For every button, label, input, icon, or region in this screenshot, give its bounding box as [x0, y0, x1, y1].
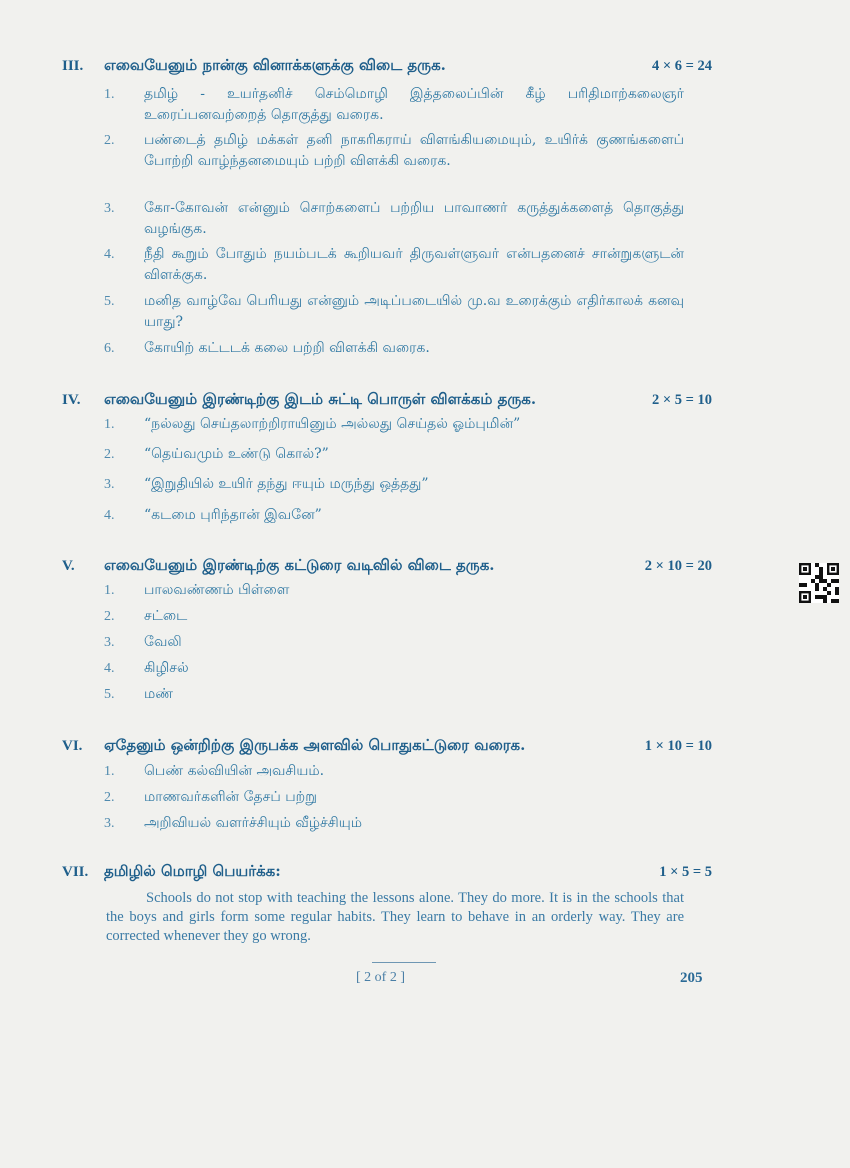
question-number: 1.: [104, 87, 115, 102]
question-text: சட்டை: [144, 608, 188, 624]
section-iii-header: [62, 56, 712, 76]
question-item: [104, 414, 684, 435]
question-item: [104, 632, 684, 653]
question-number: 2.: [104, 790, 115, 805]
question-item: [104, 505, 684, 526]
question-item: [104, 658, 684, 679]
question-text: “தெய்வமும் உண்டு கொல்?”: [144, 446, 329, 462]
question-text: வேலி: [144, 634, 182, 650]
question-number: 3.: [104, 201, 115, 216]
section-instruction: எவையேனும் நான்கு வினாக்களுக்கு விடை தருக.: [104, 56, 446, 74]
question-item: [104, 244, 684, 286]
question-item: [104, 761, 684, 782]
question-text: பண்டைத் தமிழ் மக்கள் தனி நாகரிகராய் விளங்கியமையும், உயிர்க் குணங்களைப் போற்றி வாழ்ந்தனமையும் பற்றி விளக்கி வரைக.: [144, 132, 684, 169]
question-text: அறிவியல் வளர்ச்சியும் வீழ்ச்சியும்: [144, 815, 363, 831]
section-number: IV.: [62, 392, 81, 408]
question-text: தமிழ் - உயர்தனிச் செம்மொழி இத்தலைப்பின் கீழ் பரிதிமாற்கலைஞர் உரைப்பனவற்றைத் தொகுத்து வரைக.: [144, 86, 684, 123]
section-instruction: எவையேனும் இரண்டிற்கு இடம் சுட்டி பொருள் விளக்கம் தருக.: [104, 390, 537, 408]
section-number: III.: [62, 58, 84, 74]
question-item: [104, 787, 684, 808]
question-number: 4.: [104, 661, 115, 676]
section-instruction: தமிழில் மொழி பெயர்க்க:: [104, 862, 281, 880]
question-number: 2.: [104, 447, 115, 462]
question-item: [104, 474, 684, 495]
question-text: பெண் கல்வியின் அவசியம்.: [144, 763, 325, 779]
section-marks: 2 × 10 = 20: [644, 558, 712, 574]
question-number: 4.: [104, 508, 115, 523]
question-item: [104, 84, 684, 126]
question-text: கிழிசல்: [144, 660, 189, 676]
question-number: 1.: [104, 583, 115, 598]
question-item: [104, 198, 684, 240]
section-v-header: [62, 556, 712, 576]
footer-divider: [372, 962, 436, 963]
question-number: 5.: [104, 294, 115, 309]
question-text: நீதி கூறும் போதும் நயம்படக் கூறியவர் திருவள்ளுவர் என்பதனைச் சான்றுகளுடன் விளக்குக.: [144, 246, 684, 283]
section-iv-header: [62, 390, 712, 410]
question-item: [104, 813, 684, 834]
section-vii-header: [62, 862, 712, 882]
section-marks: 4 × 6 = 24: [651, 58, 712, 74]
question-item: [104, 606, 684, 627]
question-item: [104, 291, 684, 333]
question-number: 6.: [104, 341, 115, 356]
question-item: [104, 684, 684, 705]
question-text: பாலவண்ணம் பிள்ளை: [144, 582, 290, 598]
question-number: 2.: [104, 133, 115, 148]
question-text: கோயிற் கட்டடக் கலை பற்றி விளக்கி வரைக.: [144, 340, 430, 356]
section-vi-header: [62, 736, 712, 756]
question-number: 3.: [104, 816, 115, 831]
question-number: 1.: [104, 764, 115, 779]
section-instruction: ஏதேனும் ஒன்றிற்கு இருபக்க அளவில் பொதுகட்டுரை வரைக.: [104, 736, 526, 754]
question-text: “நல்லது செய்தலாற்றிராயினும் அல்லது செய்தல் ஓம்புமின்”: [144, 416, 521, 432]
question-item: [104, 580, 684, 601]
section-marks: 2 × 5 = 10: [651, 392, 712, 408]
question-text: “இறுதியில் உயிர் தந்து ஈயும் மருந்து ஒத்தது”: [144, 476, 429, 492]
page-number: [ 2 of 2 ]: [356, 970, 405, 985]
section-instruction: எவையேனும் இரண்டிற்கு கட்டுரை வடிவில் விடை தருக.: [104, 556, 495, 574]
question-text: மாணவர்களின் தேசப் பற்று: [144, 789, 317, 805]
question-item: [104, 130, 684, 172]
translation-passage: Schools do not stop with teaching the lessons alone. They do more. It is in the schools that the boys and girls form some regular habits. They learn to behave in an orderly way. They are corrected whenever they go wrong.: [106, 890, 684, 944]
section-marks: 1 × 5 = 5: [659, 864, 712, 880]
section-number: VII.: [62, 864, 89, 880]
question-text: மண்: [144, 686, 174, 702]
question-item: [104, 444, 684, 465]
question-number: 4.: [104, 247, 115, 262]
question-number: 3.: [104, 477, 115, 492]
question-number: 5.: [104, 687, 115, 702]
question-number: 2.: [104, 609, 115, 624]
paper-code: 205: [680, 970, 703, 986]
question-number: 1.: [104, 417, 115, 432]
question-text: மனித வாழ்வே பெரியது என்னும் அடிப்படையில் மு.வ உரைக்கும் எதிர்காலக் கனவு யாது?: [144, 293, 684, 330]
question-item: [104, 338, 684, 359]
qr-code-icon: [799, 563, 839, 603]
question-number: 3.: [104, 635, 115, 650]
question-text: “கடமை புரிந்தான் இவனே”: [144, 507, 322, 523]
question-text: கோ-கோவன் என்னும் சொற்களைப் பற்றிய பாவாணர் கருத்துக்களைத் தொகுத்து வழங்குக.: [144, 200, 684, 237]
section-number: VI.: [62, 738, 83, 754]
section-number: V.: [62, 558, 75, 574]
section-marks: 1 × 10 = 10: [644, 738, 712, 754]
